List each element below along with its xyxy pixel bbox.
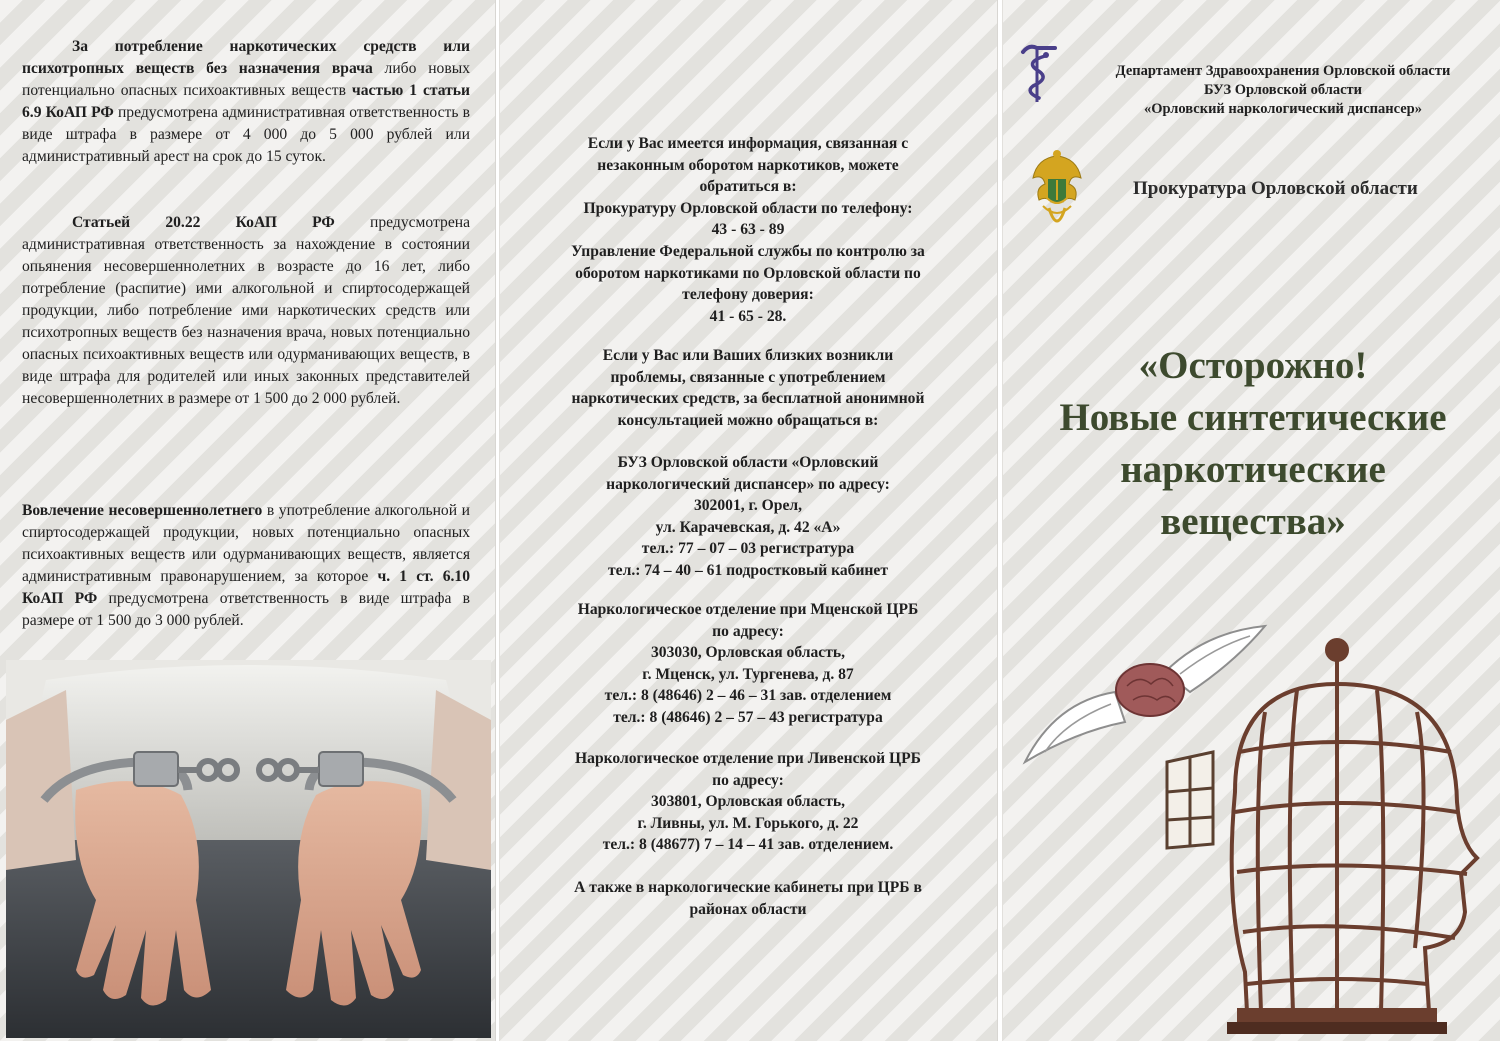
info-line: незаконным оборотом наркотиков, можете [597,156,899,174]
address-line: 303801, Орловская область, [650,793,846,811]
phone-line: тел.: 77 – 07 – 03 регистратура [641,540,855,558]
info-line: обратиться в: [699,178,797,196]
dept-line: БУЗ Орловской области [1203,82,1363,98]
phone-line: тел.: 8 (48646) 2 – 46 – 31 зав. отделением [604,687,892,705]
title-line: наркотические [1120,448,1386,491]
middle-panel [499,0,998,1041]
note-line: районах области [689,900,807,918]
address-line: 302001, г. Орел, [693,497,803,515]
dept-line: Департамент Здравоохранения Орловской области [1115,63,1451,79]
note-line: А также в наркологические кабинеты при ЦРБ в [574,879,922,896]
right-panel [1002,0,1500,1041]
livny-block [520,748,976,856]
article-6-10-paragraph [22,500,470,632]
prosecutor-office-label: Прокуратура Орловской области [1133,178,1418,199]
dispensary-address-block [520,452,976,582]
article-6-10-lead: Вовлечение несовершеннолетнего [22,502,263,519]
info-line: телефону доверия: [682,286,814,304]
article-6-9-text-b: предусмотрена административная ответственность в виде штрафа в размере от 4 000 до 5 000 рублей или административный арест на срок до 15 суток. [22,104,470,165]
article-6-9-text-a: либо новых потенциально опасных психоактивных веществ [22,60,470,99]
info-phone: 43 - 63 - 89 [711,221,785,239]
left-panel [0,0,496,1041]
address-line: Наркологическое отделение при Ливенской ЦРБ [575,750,921,767]
caduceus-icon [1015,42,1061,104]
address-line: по адресу: [712,622,784,640]
article-20-22-ref: Статьей 20.22 КоАП РФ [72,214,335,231]
help-line: Если у Вас или Ваших близких возникли [602,347,894,364]
article-20-22-paragraph [22,212,470,410]
article-6-10-text-b: предусмотрена ответственность в виде штрафа в размере от 1 500 до 3 000 рублей. [22,590,470,629]
address-line: БУЗ Орловской области «Орловский [617,454,879,471]
info-line: Управление Федеральной службы по контролю за [571,242,925,260]
info-line: Прокуратуру Орловской области по телефону: [583,199,913,217]
info-line: Если у Вас имеется информация, связанная с [587,135,909,152]
phone-line: тел.: 8 (48677) 7 – 14 – 41 зав. отделением. [602,836,894,854]
address-line: по адресу: [712,771,784,789]
article-6-10-ref: ч. 1 ст. 6.10 КоАП РФ [22,568,471,607]
address-line: 303030, Орловская область, [650,644,846,662]
article-20-22-text: предусмотрена административная ответственность за нахождение в состоянии опьянения несовершеннолетних в возрасте до 16 лет, либо потребление (распитие) ими алкогольной и спиртосодержащей продукции, либо потребление ими наркотических средств или психотропных веществ без назначения врача, новых потенциально опасных психоактивных веществ или одурманивающих веществ, в виде штрафа для родителей или иных законных представителей несовершеннолетних в размере от 1 500 до 2 000 рублей. [22,214,471,407]
contact-info-block [520,133,976,327]
leaflet-title [1011,340,1495,548]
title-line: «Осторожно! [1138,344,1368,387]
info-line: оборотом наркотиками по Орловской области по [575,264,921,282]
article-6-9-lead: За потребление наркотических средств или психотропных веществ без назначения врача [22,38,470,77]
cage-head-illustration [1015,612,1499,1038]
phone-line: тел.: 8 (48646) 2 – 57 – 43 регистратура [613,708,883,726]
phone-line: тел.: 74 – 40 – 61 подростковый кабинет [607,561,889,579]
help-line: консультацией можно обращаться в: [617,411,879,429]
address-line: г. Мценск, ул. Тургенева, д. 87 [642,665,854,683]
help-line: проблемы, связанные с употреблением [610,368,886,386]
winged-brain [1025,626,1265,762]
address-line: Наркологическое отделение при Мценской ЦРБ [577,601,919,618]
article-6-9-ref: частью 1 статьи 6.9 КоАП РФ [22,82,471,121]
district-offices-note [520,877,976,920]
title-line: вещества» [1160,500,1346,543]
info-phone: 41 - 65 - 28. [709,307,787,325]
help-block [520,345,976,431]
department-heading [1073,62,1493,119]
help-line: наркотических средств, за бесплатной анонимной [571,390,925,408]
dept-line: «Орловский наркологический диспансер» [1144,101,1422,117]
address-line: наркологический диспансер» по адресу: [606,475,890,493]
title-line: Новые синтетические [1059,396,1447,439]
handcuffed-hands-photo [6,660,491,1038]
mtsensk-block [520,599,976,729]
article-6-9-paragraph [22,36,470,168]
address-line: г. Ливны, ул. М. Горького, д. 22 [637,814,859,832]
prosecutor-emblem-icon [1029,148,1085,238]
article-6-10-text-a: в употребление алкогольной и спиртосодержащей продукции, новых потенциально опасных психоактивных веществ или одурманивающих веществ, является административным правонарушением, за которое [22,502,470,585]
address-line: ул. Карачевская, д. 42 «А» [655,518,841,536]
